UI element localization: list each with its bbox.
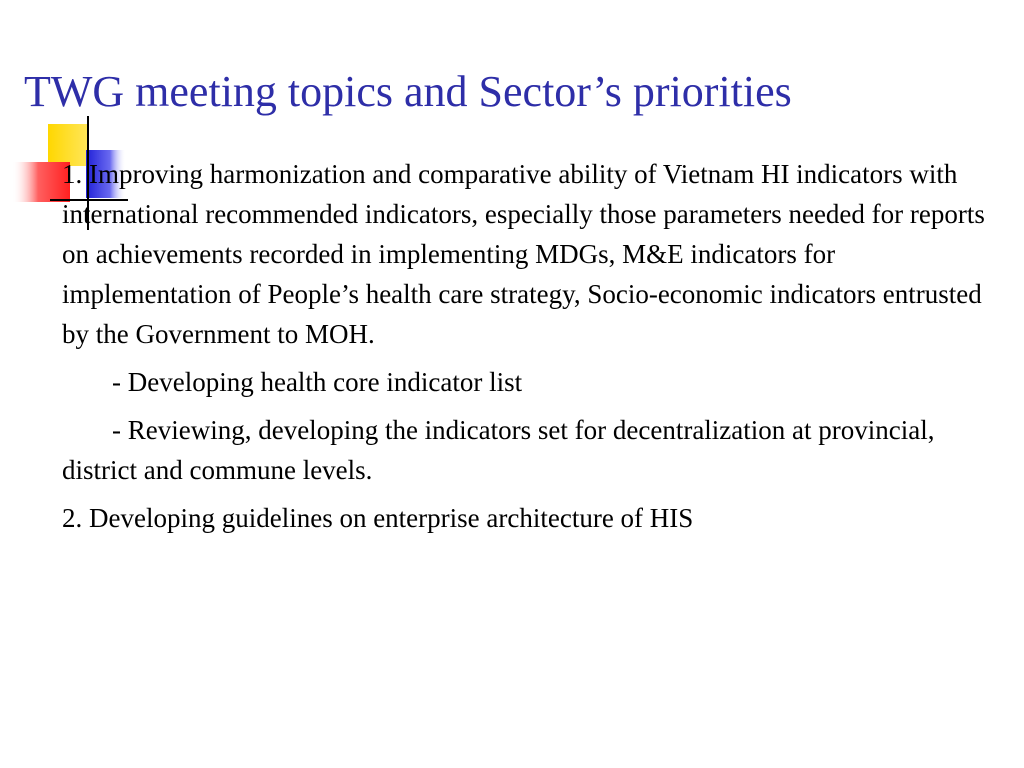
paragraph-priority-1: 1. Improving harmonization and comparative ability of Vietnam HI indicators with international recommended indicators, especially those parameters needed for reports on achievements recorded in implementing MDGs, M&E indicators for implementation of People’s health care strategy, Socio-economic indicators entrusted by the Government to MOH. bbox=[62, 159, 985, 349]
sub-item-core-indicator-list: - Developing health core indicator list bbox=[112, 367, 523, 397]
paragraph-priority-2: 2. Developing guidelines on enterprise architecture of HIS bbox=[62, 503, 694, 533]
slide-title: TWG meeting topics and Sector’s priorities bbox=[24, 67, 792, 116]
sub-item-decentralization-indicators: - Reviewing, developing the indicators set for decentralization at provincial, district and commune levels. bbox=[62, 415, 935, 485]
slide-body bbox=[62, 154, 992, 546]
